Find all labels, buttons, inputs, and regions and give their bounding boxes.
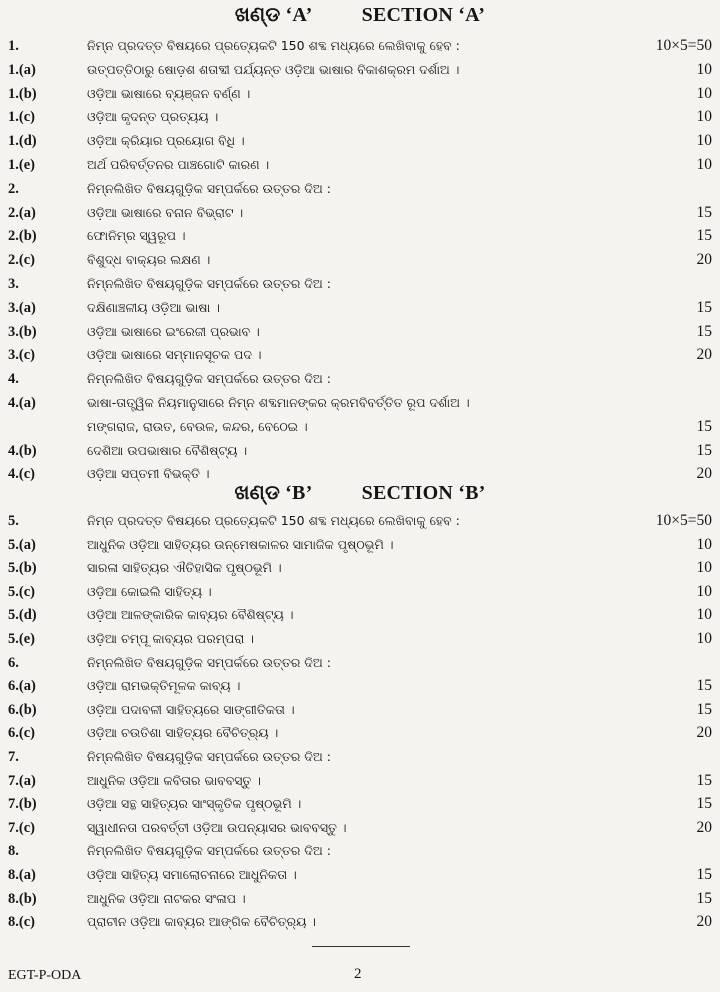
question-number: 8.(c) bbox=[8, 914, 35, 931]
question-row bbox=[0, 557, 720, 579]
question-row bbox=[0, 106, 720, 128]
question-marks: 15 bbox=[696, 322, 712, 340]
question-text: ଅର୍ଥ ପରିବର୍ତ୍ତନର ପାଞ୍ଚଗୋଟି କାରଣ । bbox=[87, 157, 270, 172]
question-text: ଓଡ଼ିଆ ଭାଷାରେ ବ୍ୟଞ୍ଜନ ବର୍ଣ୍ଣ । bbox=[87, 85, 251, 101]
question-row bbox=[0, 864, 720, 886]
question-number: 2. bbox=[8, 180, 19, 197]
question-row bbox=[0, 344, 720, 366]
question-text: ଓଡ଼ିଆ ଭାଷାରେ ବନାନ ବିଭ୍ରାଟ । bbox=[87, 204, 244, 220]
question-text: ସାରଳା ସାହିତ୍ୟର ଐତିହାସିକ ପୃଷ୍ଠଭୂମି । bbox=[87, 560, 282, 576]
question-row bbox=[0, 793, 720, 815]
footer-divider bbox=[312, 946, 410, 947]
question-row bbox=[0, 840, 720, 862]
question-number: 4.(c) bbox=[8, 466, 35, 483]
question-marks: 15 bbox=[696, 677, 712, 695]
section-b-english-title: SECTION ‘B’ bbox=[361, 482, 486, 504]
question-number: 5.(d) bbox=[8, 607, 37, 624]
question-marks: 20 bbox=[696, 465, 712, 483]
question-number: 2.(b) bbox=[8, 228, 37, 245]
question-number: 2.(a) bbox=[8, 204, 36, 221]
question-text: ଓଡ଼ିଆ ଭାଷାରେ ସମ୍ମାନସୂଚକ ପଦ । bbox=[87, 347, 262, 363]
question-number: 8. bbox=[8, 843, 19, 860]
question-text: ନିମ୍ନ ପ୍ରଦତ୍ତ ବିଷୟରେ ପ୍ରତ୍ୟେକଟି 150 ଶବ୍ଦ ମଧ୍ୟରେ ଲେଖିବାକୁ ହେବ : bbox=[87, 513, 460, 528]
question-number: 5.(e) bbox=[8, 631, 35, 647]
question-row bbox=[0, 817, 720, 839]
question-number: 5.(b) bbox=[8, 560, 37, 577]
question-row bbox=[0, 699, 720, 721]
question-number: 3.(b) bbox=[8, 323, 37, 340]
question-marks: 10 bbox=[696, 535, 712, 553]
question-marks: 10 bbox=[696, 84, 712, 102]
question-text: ନିମ୍ନଲିଖିତ ବିଷୟଗୁଡ଼ିକ ସମ୍ପର୍କରେ ଉତ୍ତର ଦିଅ : bbox=[87, 654, 331, 670]
question-number: 7.(c) bbox=[8, 819, 35, 836]
question-marks: 15 bbox=[696, 889, 712, 907]
question-number: 5. bbox=[8, 513, 19, 529]
question-row bbox=[0, 416, 720, 438]
question-row bbox=[0, 59, 720, 81]
question-marks: 10 bbox=[696, 606, 712, 624]
question-text: ଓଡ଼ିଆ ଆଳଙ୍କାରିକ କାବ୍ୟର ବୈଶିଷ୍ଟ୍ୟ । bbox=[87, 607, 294, 623]
question-marks: 10×5=50 bbox=[655, 37, 712, 54]
question-row bbox=[0, 722, 720, 744]
question-text: ନିମ୍ନଲିଖିତ ବିଷୟଗୁଡ଼ିକ ସମ୍ପର୍କରେ ଉତ୍ତର ଦିଅ : bbox=[87, 843, 331, 859]
question-text: ଦକ୍ଷିଣାଞ୍ଚଳୀୟ ଓଡ଼ିଆ ଭାଷା । bbox=[87, 299, 220, 315]
question-marks: 20 bbox=[696, 346, 712, 364]
section-a-odia-title: ଖଣ୍ଡ ‘A’ bbox=[234, 4, 313, 26]
question-text: ଓଡ଼ିଆ ପଦାବଳୀ ସାହିତ୍ୟରେ ସାଙ୍ଗୀତିକତା । bbox=[87, 701, 295, 717]
question-number: 3. bbox=[8, 276, 19, 292]
question-marks: 10 bbox=[696, 630, 712, 647]
question-text: ନିମ୍ନଲିଖିତ ବିଷୟଗୁଡ଼ିକ ସମ୍ପର୍କରେ ଉତ୍ତର ଦିଅ : bbox=[87, 371, 331, 387]
question-number: 4.(b) bbox=[8, 442, 37, 459]
question-marks: 15 bbox=[696, 795, 712, 813]
question-row bbox=[0, 225, 720, 247]
section-b-odia-title: ଖଣ୍ଡ ‘B’ bbox=[234, 482, 313, 504]
question-number: 1.(d) bbox=[8, 133, 37, 150]
question-number: 1.(b) bbox=[8, 85, 37, 102]
question-number: 7.(b) bbox=[8, 796, 37, 813]
question-row bbox=[0, 652, 720, 674]
question-text: ବିଶୁଦ୍ଧ ବାକ୍ୟର ଲକ୍ଷଣ । bbox=[87, 252, 211, 268]
question-marks: 15 bbox=[696, 227, 712, 245]
question-marks: 10 bbox=[696, 559, 712, 577]
question-number: 1.(e) bbox=[8, 157, 35, 173]
question-number: 8.(b) bbox=[8, 890, 37, 907]
question-text: ଓଡ଼ିଆ ରାମଭକ୍ତିମୂଳକ କାବ୍ୟ । bbox=[87, 678, 241, 694]
question-marks: 10 bbox=[696, 108, 712, 126]
section-a-heading bbox=[0, 4, 720, 27]
question-number: 2.(c) bbox=[8, 252, 35, 269]
question-text: ଓଡ଼ିଆ କୋଇଲି ସାହିତ୍ୟ । bbox=[87, 583, 212, 599]
question-text: ଓଡ଼ିଆ ଚମ୍ପୂ କାବ୍ୟର ପରମ୍ପରା । bbox=[87, 631, 254, 646]
question-number: 5.(c) bbox=[8, 583, 35, 600]
question-number: 6.(a) bbox=[8, 678, 36, 695]
question-marks: 20 bbox=[696, 913, 712, 931]
question-row bbox=[0, 273, 720, 295]
question-text: ଦେଶିଆ ଉପଭାଷାର ବୈଶିଷ୍ଟ୍ୟ । bbox=[87, 442, 248, 458]
question-row bbox=[0, 888, 720, 910]
question-text: ଓଡ଼ିଆ ଭାଷାରେ ଇଂରେଜୀ ପ୍ରଭାବ । bbox=[87, 323, 260, 339]
question-marks: 15 bbox=[696, 866, 712, 883]
question-number: 6.(b) bbox=[8, 701, 37, 718]
question-row bbox=[0, 35, 720, 57]
question-row bbox=[0, 83, 720, 105]
question-text: ଆଧୁନିକ ଓଡ଼ିଆ କବିତାର ଭାବବସ୍ତୁ । bbox=[87, 772, 261, 788]
question-text: ଭାଷା-ତାତ୍ତ୍ୱିକ ନିୟମାନୁସାରେ ନିମ୍ନ ଶବ୍ଦମାନଙ୍କର କ୍ରମବିବର୍ତ୍ତିତ ରୂପ ଦର୍ଶାଅ । bbox=[87, 395, 470, 410]
question-row bbox=[0, 297, 720, 319]
question-row bbox=[0, 392, 720, 414]
question-marks: 15 bbox=[696, 771, 712, 789]
question-row bbox=[0, 581, 720, 603]
question-row bbox=[0, 368, 720, 390]
question-text: ପ୍ରାଚୀନ ଓଡ଼ିଆ କାବ୍ୟର ଆଙ୍ଗିକ ବୈଚିତ୍ର୍ୟ । bbox=[87, 914, 317, 930]
question-row bbox=[0, 440, 720, 462]
question-marks: 10 bbox=[696, 582, 712, 600]
question-number: 4. bbox=[8, 371, 19, 388]
question-marks: 10 bbox=[696, 60, 712, 78]
question-number: 4.(a) bbox=[8, 395, 36, 411]
question-text: ଓଡ଼ିଆ ଚଉତିଶା ସାହିତ୍ୟର ବୈଚିତ୍ର୍ୟ । bbox=[87, 725, 279, 741]
question-row bbox=[0, 746, 720, 768]
question-row bbox=[0, 130, 720, 152]
question-marks: 15 bbox=[696, 417, 712, 435]
question-marks: 10 bbox=[696, 156, 712, 173]
question-text: ସ୍ୱାଧୀନତା ପରବର୍ତ୍ତୀ ଓଡ଼ିଆ ଉପନ୍ୟାସର ଭାବବସ୍ତୁ । bbox=[87, 819, 347, 835]
question-marks: 15 bbox=[696, 700, 712, 718]
question-number: 8.(a) bbox=[8, 867, 36, 883]
question-marks: 15 bbox=[696, 441, 712, 459]
question-text: ଉତ୍ପତ୍ତିଠାରୁ ଷୋଡ଼ଶ ଶତାବ୍ଦୀ ପର୍ଯ୍ୟନ୍ତ ଓଡ଼ିଆ ଭାଷାର ବିକାଶକ୍ରମ ଦର୍ଶାଅ । bbox=[87, 61, 460, 77]
question-number: 6.(c) bbox=[8, 725, 35, 742]
question-text: ଆଧୁନିକ ଓଡ଼ିଆ ନାଟକର ସଂଳାପ । bbox=[87, 890, 246, 906]
question-text: ନିମ୍ନଲିଖିତ ବିଷୟଗୁଡ଼ିକ ସମ୍ପର୍କରେ ଉତ୍ତର ଦିଅ : bbox=[87, 276, 331, 291]
question-text: ଫୋନିମ୍‌ର ସ୍ୱରୂପ । bbox=[87, 228, 186, 244]
question-number: 3.(a) bbox=[8, 299, 36, 316]
question-number: 5.(a) bbox=[8, 536, 36, 553]
paper-code: EGT-P-ODA bbox=[8, 968, 82, 983]
question-row bbox=[0, 321, 720, 343]
question-marks: 15 bbox=[696, 298, 712, 316]
question-row bbox=[0, 202, 720, 224]
question-text: ଆଧୁନିକ ଓଡ଼ିଆ ସାହିତ୍ୟର ଉନ୍ମେଷକାଳର ସାମାଜିକ ପୃଷ୍ଠଭୂମି । bbox=[87, 536, 394, 552]
question-marks: 10×5=50 bbox=[655, 512, 712, 529]
question-row bbox=[0, 628, 720, 650]
question-marks: 10 bbox=[696, 132, 712, 150]
question-row bbox=[0, 604, 720, 626]
question-row bbox=[0, 249, 720, 271]
question-text: ଓଡ଼ିଆ ସନ୍ଥ ସାହିତ୍ୟର ସାଂସ୍କୃତିକ ପୃଷ୍ଠଭୂମି । bbox=[87, 796, 302, 812]
question-text: ମଙ୍ଗରାଜ, ରାଉତ, ବେଉଳ, କନ୍ଦର, ବେଠେଇ । bbox=[87, 418, 308, 434]
question-text: ନିମ୍ନଲିଖିତ ବିଷୟଗୁଡ଼ିକ ସମ୍ପର୍କରେ ଉତ୍ତର ଦିଅ : bbox=[87, 180, 331, 196]
question-row bbox=[0, 154, 720, 176]
question-row bbox=[0, 534, 720, 556]
question-marks: 20 bbox=[696, 251, 712, 269]
question-number: 7.(a) bbox=[8, 772, 36, 789]
question-number: 6. bbox=[8, 654, 19, 671]
question-number: 1.(c) bbox=[8, 109, 35, 126]
section-a-english-title: SECTION ‘A’ bbox=[361, 4, 486, 26]
question-text: ନିମ୍ନଲିଖିତ ବିଷୟଗୁଡ଼ିକ ସମ୍ପର୍କରେ ଉତ୍ତର ଦିଅ : bbox=[87, 749, 331, 764]
section-b-heading bbox=[0, 482, 720, 505]
question-marks: 15 bbox=[696, 203, 712, 221]
question-number: 1. bbox=[8, 38, 19, 54]
question-text: ଓଡ଼ିଆ କ୍ରିୟାର ପ୍ରୟୋଗ ବିଧି । bbox=[87, 133, 245, 149]
question-marks: 20 bbox=[696, 724, 712, 742]
question-row bbox=[0, 911, 720, 933]
question-text: ଓଡ଼ିଆ କୃଦନ୍ତ ପ୍ରତ୍ୟୟ । bbox=[87, 109, 219, 125]
question-number: 3.(c) bbox=[8, 347, 35, 364]
question-text: ଓଡ଼ିଆ ସପ୍ତମୀ ବିଭକ୍ତି । bbox=[87, 466, 210, 482]
question-row bbox=[0, 675, 720, 697]
question-marks: 20 bbox=[696, 818, 712, 836]
question-text: ଓଡ଼ିଆ ସାହିତ୍ୟ ସମାଲୋଚନାରେ ଆଧୁନିକତା । bbox=[87, 867, 297, 882]
question-number: 7. bbox=[8, 749, 19, 765]
question-number: 1.(a) bbox=[8, 61, 36, 78]
question-row bbox=[0, 770, 720, 792]
question-text: ନିମ୍ନ ପ୍ରଦତ୍ତ ବିଷୟରେ ପ୍ରତ୍ୟେକଟି 150 ଶବ୍ଦ ମଧ୍ୟରେ ଲେଖିବାକୁ ହେବ : bbox=[87, 38, 460, 53]
page-number: 2 bbox=[354, 966, 362, 982]
question-row bbox=[0, 510, 720, 532]
question-row bbox=[0, 178, 720, 200]
